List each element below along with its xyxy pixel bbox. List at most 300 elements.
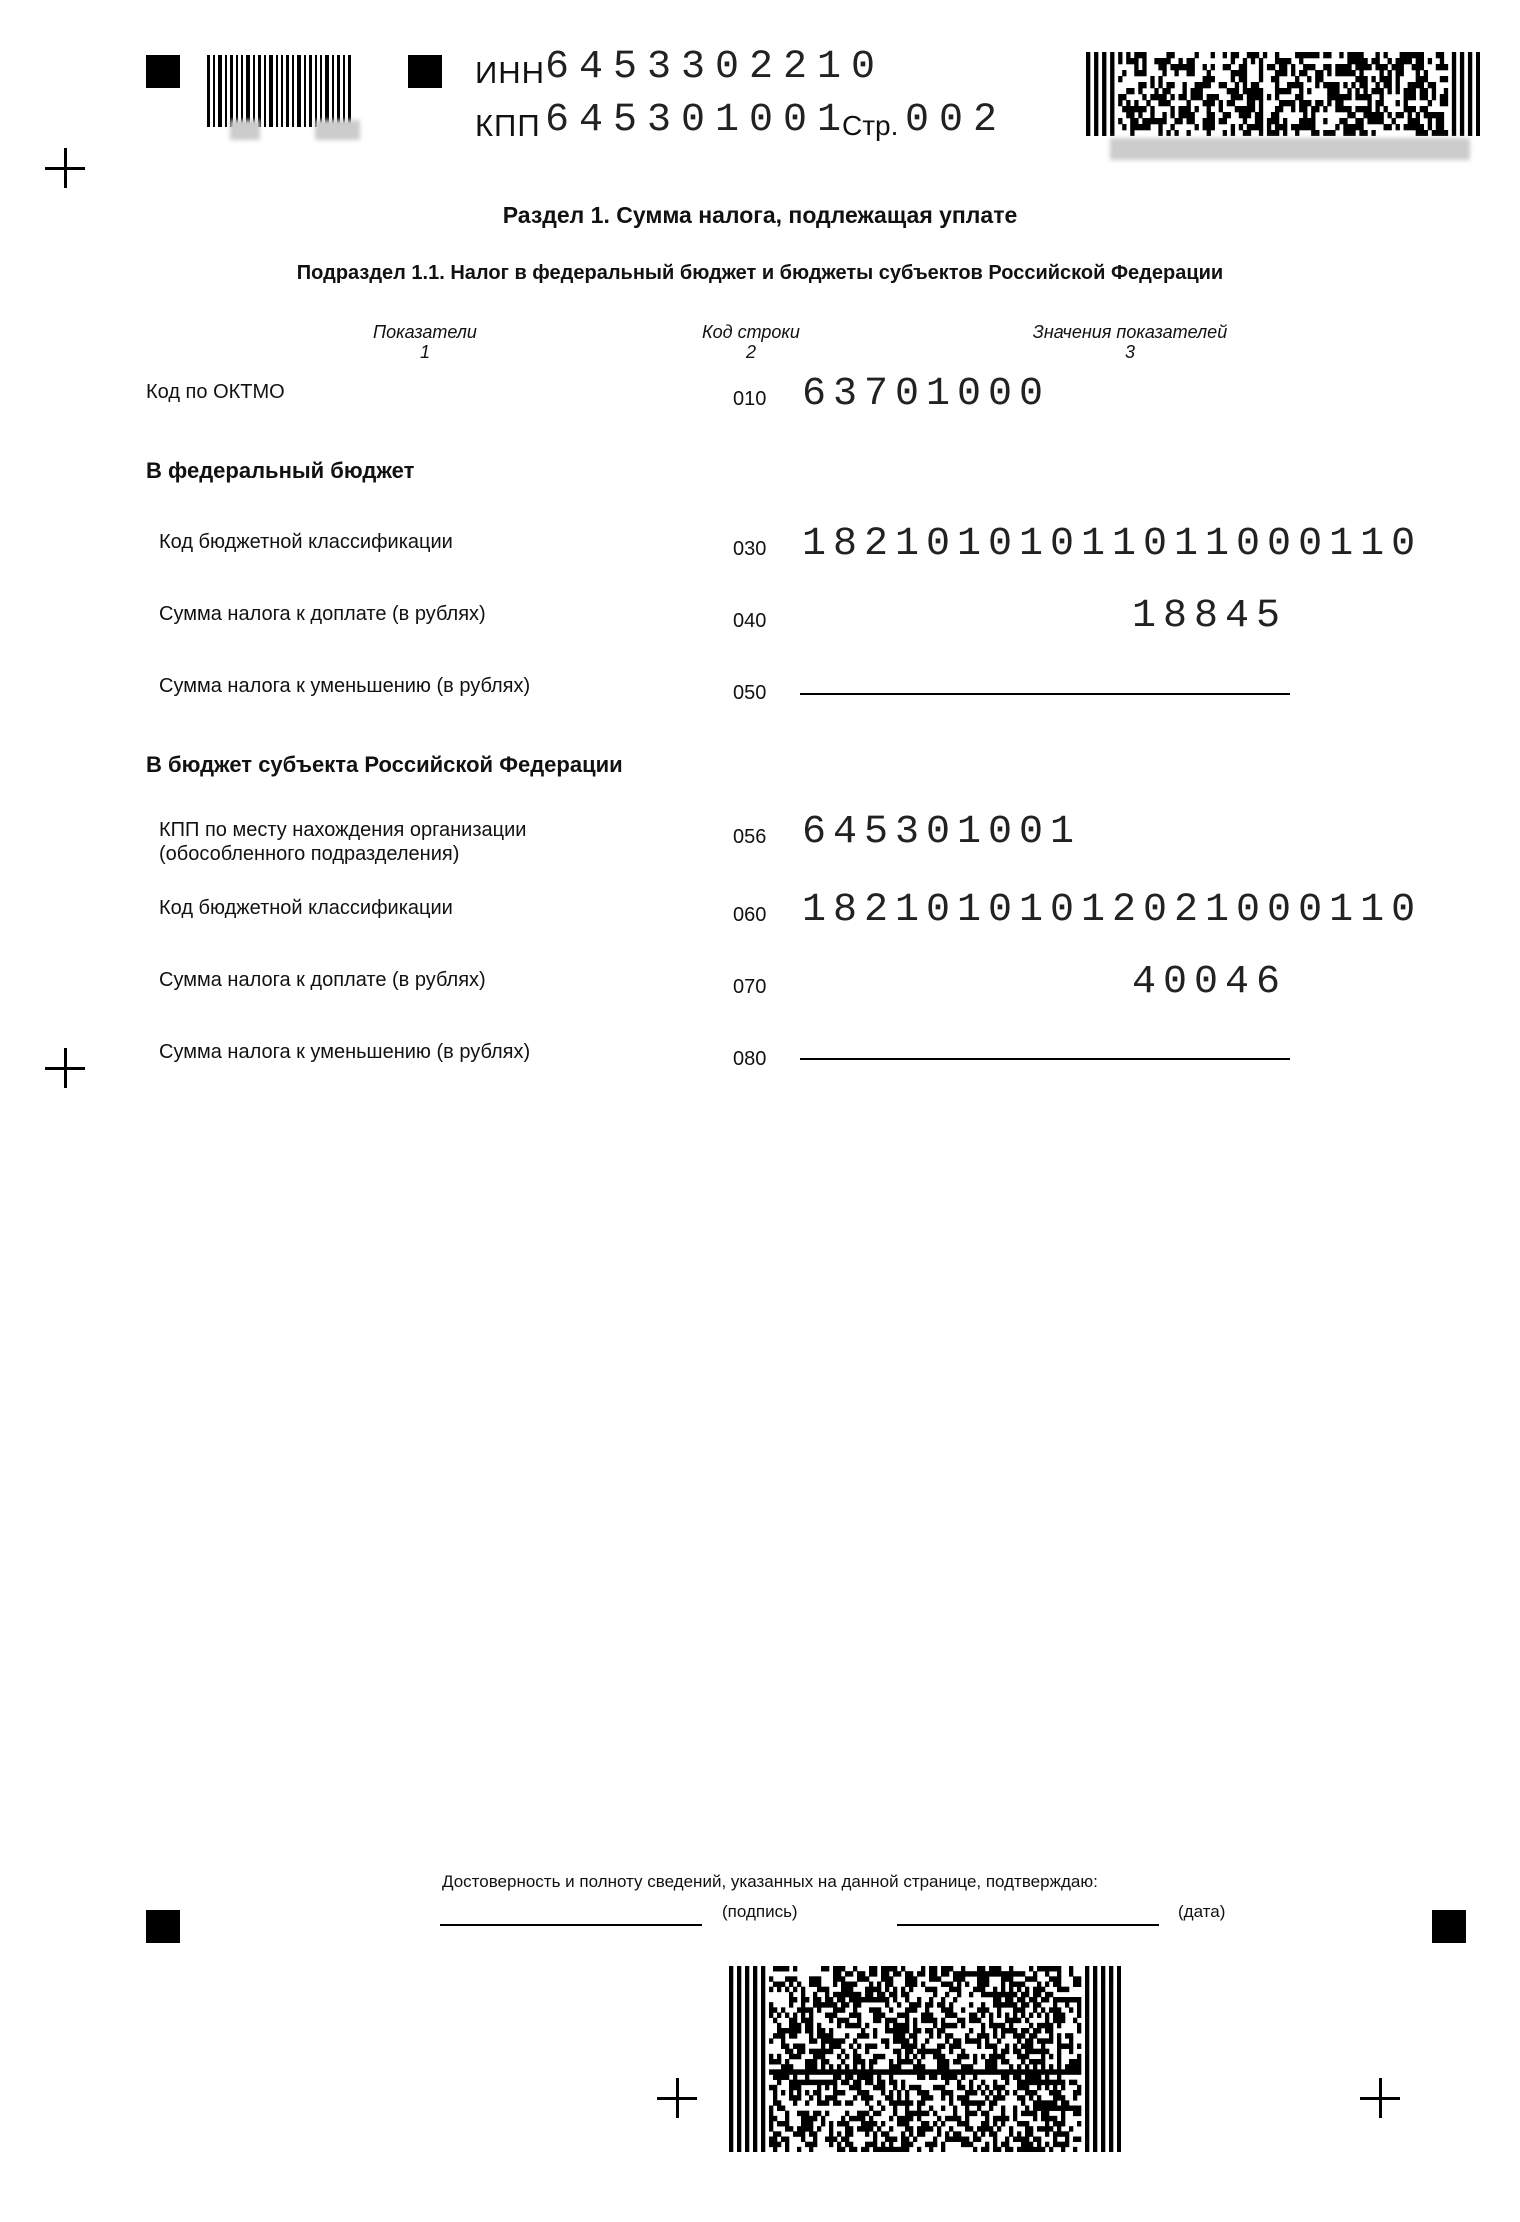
barcode-module — [881, 1992, 885, 1997]
barcode-module — [1275, 52, 1279, 58]
barcode-module — [1029, 2033, 1033, 2038]
barcode-module — [901, 2142, 905, 2147]
barcode-module — [797, 2131, 801, 2136]
barcode-module — [901, 2131, 905, 2136]
barcode-module — [937, 2064, 941, 2069]
barcode-module — [1069, 2069, 1073, 2074]
barcode-module — [865, 2095, 869, 2100]
barcode-module — [1117, 1966, 1121, 1971]
barcode-module — [957, 2069, 961, 2074]
regional-kpp-label — [159, 818, 526, 866]
barcode-module — [1077, 1997, 1081, 2002]
barcode-module — [1086, 82, 1090, 88]
barcode-module — [961, 2023, 965, 2028]
barcode-caption-redacted — [315, 120, 360, 140]
barcode-module — [1101, 2142, 1105, 2147]
barcode-module — [1093, 2018, 1097, 2023]
regional-kpp-value[interactable]: 645301001 — [802, 810, 1082, 855]
barcode-module — [1375, 106, 1379, 112]
barcode-module — [1174, 64, 1178, 70]
barcode-module — [985, 2147, 989, 2152]
barcode-module — [905, 2018, 909, 2023]
barcode-module — [885, 1997, 889, 2002]
barcode-module — [1444, 94, 1448, 100]
barcode-module — [885, 1987, 889, 1992]
barcode-module — [1359, 76, 1363, 82]
barcode-module — [841, 2059, 845, 2064]
barcode-module — [1239, 76, 1243, 82]
barcode-module — [905, 2038, 909, 2043]
barcode-module — [897, 2100, 901, 2105]
barcode-module — [881, 2080, 885, 2085]
barcode-module — [813, 2059, 817, 2064]
barcode-module — [829, 2064, 833, 2069]
barcode-module — [1227, 100, 1231, 106]
barcode-module — [1468, 130, 1472, 136]
barcode-module — [1101, 1971, 1105, 1976]
barcode-module — [869, 2126, 873, 2131]
barcode-module — [1359, 106, 1363, 112]
barcode-module — [1101, 2085, 1105, 2090]
barcode-module — [1130, 118, 1134, 124]
barcode-module — [857, 1976, 861, 1981]
barcode-module — [1025, 2028, 1029, 2033]
barcode-module — [1049, 2007, 1053, 2012]
barcode-module — [897, 2054, 901, 2059]
barcode-module — [1101, 2044, 1105, 2049]
barcode-module — [1101, 2023, 1105, 2028]
barcode-module — [1420, 88, 1424, 94]
barcode-module — [945, 2090, 949, 2095]
barcode-module — [965, 2142, 969, 2147]
barcode-module — [1460, 130, 1464, 136]
regional-payable-value[interactable]: 40046 — [1132, 960, 1288, 1005]
barcode-module — [1283, 58, 1287, 64]
barcode-module — [945, 2023, 949, 2028]
barcode-module — [1170, 124, 1174, 130]
barcode-module — [881, 2054, 885, 2059]
barcode-module — [1057, 2049, 1061, 2054]
barcode-module — [1359, 58, 1363, 64]
barcode-module — [785, 2126, 789, 2131]
barcode-module — [1086, 106, 1090, 112]
barcode-module — [857, 2116, 861, 2121]
barcode-caption-redacted — [1110, 138, 1470, 160]
barcode-module — [1077, 2106, 1081, 2111]
barcode-module — [913, 2007, 917, 2012]
barcode-module — [745, 2116, 749, 2121]
barcode-module — [1041, 2100, 1045, 2105]
barcode-module — [1416, 52, 1420, 58]
barcode-module — [1335, 106, 1339, 112]
barcode-module — [769, 2116, 773, 2121]
barcode-module — [745, 2111, 749, 2116]
barcode-module — [1476, 130, 1480, 136]
barcode-module — [1001, 2069, 1005, 2074]
barcode-module — [945, 2033, 949, 2038]
barcode-module — [925, 2049, 929, 2054]
barcode-module — [861, 2126, 865, 2131]
barcode-module — [865, 2142, 869, 2147]
barcode-module — [1460, 100, 1464, 106]
barcode-module — [781, 2007, 785, 2012]
barcode-module — [1053, 1976, 1057, 1981]
barcode-module — [805, 2018, 809, 2023]
barcode-module — [1117, 2028, 1121, 2033]
barcode-module — [769, 2007, 773, 2012]
barcode-module — [1379, 76, 1383, 82]
corner-marker — [1432, 1910, 1466, 1943]
barcode-module — [1311, 106, 1315, 112]
barcode-module — [745, 2100, 749, 2105]
barcode-module — [1109, 2069, 1113, 2074]
barcode-module — [785, 2064, 789, 2069]
barcode-module — [865, 2121, 869, 2126]
barcode-module — [1178, 58, 1182, 64]
barcode-module — [797, 2069, 801, 2074]
barcode-module — [949, 2044, 953, 2049]
column-header-number: 3 — [1124, 342, 1135, 362]
barcode-module — [769, 2059, 773, 2064]
barcode-module — [909, 2007, 913, 2012]
barcode-module — [1468, 118, 1472, 124]
barcode-module — [857, 2018, 861, 2023]
barcode-module — [837, 2069, 841, 2074]
barcode-module — [1323, 64, 1327, 70]
barcode-module — [753, 2121, 757, 2126]
barcode-module — [1339, 70, 1343, 76]
barcode-module — [837, 2075, 841, 2080]
barcode-module — [1085, 2106, 1089, 2111]
barcode-module — [893, 2018, 897, 2023]
barcode-module — [853, 2054, 857, 2059]
barcode-module — [953, 2044, 957, 2049]
barcode-module — [1363, 94, 1367, 100]
barcode-module — [797, 2080, 801, 2085]
barcode-module — [1093, 2054, 1097, 2059]
barcode-module — [889, 2142, 893, 2147]
barcode-module — [1335, 124, 1339, 130]
barcode-module — [981, 1976, 985, 1981]
barcode-module — [1207, 76, 1211, 82]
federal-kbk-value[interactable]: 18210101011011000110 — [802, 522, 1423, 567]
barcode-module — [1428, 58, 1432, 64]
barcode-module — [1101, 2147, 1105, 2152]
barcode-module — [781, 2106, 785, 2111]
barcode-module — [1037, 2059, 1041, 2064]
barcode-module — [985, 1992, 989, 1997]
barcode-module — [849, 2142, 853, 2147]
barcode-module — [773, 2116, 777, 2121]
barcode-module — [773, 2033, 777, 2038]
barcode-module — [1130, 124, 1134, 130]
barcode-module — [1158, 94, 1162, 100]
barcode-module — [729, 2059, 733, 2064]
barcode-module — [941, 2069, 945, 2074]
barcode-module — [1392, 118, 1396, 124]
barcode-module — [965, 2054, 969, 2059]
barcode-module — [1400, 112, 1404, 118]
barcode-module — [1295, 76, 1299, 82]
barcode-module — [729, 2075, 733, 2080]
barcode-module — [1041, 1966, 1045, 1971]
barcode-module — [849, 2075, 853, 2080]
regional-payable-label: Сумма налога к доплате (в рублях) — [159, 969, 486, 991]
barcode-module — [729, 1982, 733, 1987]
barcode-module — [993, 2028, 997, 2033]
barcode-module — [869, 2044, 873, 2049]
barcode-module — [1279, 106, 1283, 112]
barcode-module — [957, 1987, 961, 1992]
barcode-module — [889, 1966, 893, 1971]
barcode-module — [885, 2038, 889, 2043]
barcode-module — [1146, 124, 1150, 130]
barcode-module — [753, 2075, 757, 2080]
barcode-module — [761, 2095, 765, 2100]
barcode-module — [885, 2023, 889, 2028]
barcode-module — [1057, 2018, 1061, 2023]
barcode-module — [889, 1982, 893, 1987]
barcode-module — [1021, 1982, 1025, 1987]
barcode-module — [1440, 100, 1444, 106]
barcode-module — [737, 1971, 741, 1976]
barcode-module — [909, 2069, 913, 2074]
barcode-module — [921, 2018, 925, 2023]
federal-reduction-dash[interactable] — [800, 693, 1290, 695]
barcode-module — [1117, 2075, 1121, 2080]
barcode-module — [797, 1982, 801, 1987]
barcode-module — [965, 1971, 969, 1976]
barcode-module — [1142, 118, 1146, 124]
barcode-module — [1017, 1997, 1021, 2002]
alignment-cross — [45, 148, 85, 188]
barcode-module — [917, 2085, 921, 2090]
barcode-module — [833, 2100, 837, 2105]
barcode-module — [897, 1971, 901, 1976]
barcode-module — [1102, 124, 1106, 130]
barcode-module — [1117, 1971, 1121, 1976]
barcode-module — [753, 2142, 757, 2147]
barcode-module — [981, 2090, 985, 2095]
barcode-module — [1021, 2137, 1025, 2142]
barcode-module — [905, 2147, 909, 2152]
barcode-module — [1134, 106, 1138, 112]
barcode-module — [789, 2002, 793, 2007]
barcode-module — [1287, 82, 1291, 88]
barcode-module — [1049, 2064, 1053, 2069]
barcode-module — [865, 2023, 869, 2028]
barcode-module — [793, 2095, 797, 2100]
barcode-module — [1009, 1966, 1013, 1971]
barcode-module — [837, 2131, 841, 2136]
barcode-module — [1223, 130, 1227, 136]
barcode-module — [761, 1992, 765, 1997]
barcode-module — [777, 1982, 781, 1987]
barcode-module — [789, 1982, 793, 1987]
barcode-module — [1041, 2023, 1045, 2028]
barcode-module — [1001, 2111, 1005, 2116]
barcode-module — [745, 2075, 749, 2080]
barcode-module — [1211, 118, 1215, 124]
barcode-module — [753, 1982, 757, 1987]
barcode-module — [801, 2044, 805, 2049]
barcode-module — [1460, 70, 1464, 76]
regional-reduction-dash[interactable] — [800, 1058, 1290, 1060]
barcode-module — [769, 2111, 773, 2116]
barcode-module — [853, 1992, 857, 1997]
barcode-module — [933, 1971, 937, 1976]
barcode-module — [1187, 64, 1191, 70]
barcode-module — [1033, 2007, 1037, 2012]
barcode-module — [1073, 1976, 1077, 1981]
barcode-module — [797, 2090, 801, 2095]
regional-kbk-value[interactable]: 18210101012021000110 — [802, 888, 1423, 933]
barcode-module — [1211, 64, 1215, 70]
barcode-module — [1251, 124, 1255, 130]
barcode-module — [917, 1971, 921, 1976]
barcode-module — [925, 2007, 929, 2012]
barcode-module — [825, 1997, 829, 2002]
barcode-module — [1109, 1966, 1113, 1971]
barcode-module — [1331, 94, 1335, 100]
barcode-module — [729, 2023, 733, 2028]
barcode-module — [805, 2075, 809, 2080]
barcode-module — [925, 2038, 929, 2043]
barcode-module — [829, 2080, 833, 2085]
barcode-module — [1351, 52, 1355, 58]
signature-line[interactable] — [440, 1924, 702, 1926]
barcode-module — [1109, 1997, 1113, 2002]
barcode-module — [1279, 124, 1283, 130]
barcode-module — [1101, 2069, 1105, 2074]
barcode-module — [1101, 2095, 1105, 2100]
barcode-module — [837, 1971, 841, 1976]
barcode-module — [817, 1987, 821, 1992]
barcode-module — [769, 2013, 773, 2018]
barcode-module — [1110, 82, 1114, 88]
barcode-module — [809, 1982, 813, 1987]
barcode-module — [833, 2137, 837, 2142]
barcode-module — [993, 2044, 997, 2049]
barcode-module — [753, 2137, 757, 2142]
barcode-module — [773, 2137, 777, 2142]
barcode-module — [1158, 118, 1162, 124]
barcode-module — [905, 2049, 909, 2054]
barcode-module — [1142, 52, 1146, 58]
barcode-module — [1041, 2007, 1045, 2012]
regional-reduction-label: Сумма налога к уменьшению (в рублях) — [159, 1041, 531, 1063]
barcode-module — [1215, 94, 1219, 100]
barcode-module — [1275, 82, 1279, 88]
barcode-module — [845, 2018, 849, 2023]
barcode-module — [1424, 106, 1428, 112]
barcode-module — [1299, 94, 1303, 100]
barcode-module — [789, 2090, 793, 2095]
barcode-module — [1170, 94, 1174, 100]
barcode-module — [777, 2131, 781, 2136]
barcode-module — [1029, 1997, 1033, 2002]
barcode-module — [1351, 124, 1355, 130]
barcode-module — [1025, 2080, 1029, 2085]
barcode-module — [1117, 2111, 1121, 2116]
barcode-module — [973, 2013, 977, 2018]
barcode-module — [1093, 2059, 1097, 2064]
barcode-module — [969, 2038, 973, 2043]
barcode-module — [729, 2054, 733, 2059]
barcode-module — [1077, 2023, 1081, 2028]
barcode-module — [1049, 2028, 1053, 2033]
barcode-module — [1408, 106, 1412, 112]
barcode-module — [1094, 58, 1098, 64]
barcode-module — [1275, 112, 1279, 118]
barcode-module — [1416, 124, 1420, 130]
barcode-module — [1001, 1992, 1005, 1997]
barcode-module — [1093, 1966, 1097, 1971]
barcode-module — [1110, 124, 1114, 130]
barcode-module — [961, 1966, 965, 1971]
oktmo-value[interactable]: 63701000 — [802, 372, 1051, 417]
federal-payable-value[interactable]: 18845 — [1132, 594, 1288, 639]
barcode-module — [753, 2038, 757, 2043]
date-line[interactable] — [897, 1924, 1159, 1926]
barcode-module — [905, 1982, 909, 1987]
barcode-module — [1110, 52, 1114, 58]
barcode-module — [1303, 64, 1307, 70]
barcode-module — [1379, 112, 1383, 118]
barcode-module — [1013, 1982, 1017, 1987]
barcode-module — [1085, 2002, 1089, 2007]
barcode-module — [1037, 2106, 1041, 2111]
barcode-module — [1219, 82, 1223, 88]
barcode-module — [1243, 70, 1247, 76]
barcode-module — [773, 2147, 777, 2152]
barcode-module — [1009, 2064, 1013, 2069]
barcode-module — [985, 1976, 989, 1981]
barcode-module — [841, 2147, 845, 2152]
barcode-module — [1110, 118, 1114, 124]
barcode-module — [1231, 88, 1235, 94]
barcode-module — [969, 2085, 973, 2090]
barcode-module — [1005, 2142, 1009, 2147]
barcode-module — [1061, 2085, 1065, 2090]
barcode-module — [861, 2033, 865, 2038]
barcode-module — [917, 2069, 921, 2074]
barcode-module — [1049, 2126, 1053, 2131]
barcode-module — [753, 1987, 757, 1992]
barcode-module — [1343, 64, 1347, 70]
barcode-module — [841, 1987, 845, 1992]
barcode-module — [1013, 2106, 1017, 2111]
date-label: (дата) — [1178, 1902, 1226, 1921]
barcode-module — [729, 2049, 733, 2054]
barcode-module — [853, 2095, 857, 2100]
barcode-module — [1013, 1971, 1017, 1976]
barcode-module — [913, 2002, 917, 2007]
barcode-module — [1146, 118, 1150, 124]
barcode-module — [901, 2069, 905, 2074]
barcode-module — [805, 2023, 809, 2028]
barcode-module — [1093, 2007, 1097, 2012]
barcode-module — [1182, 82, 1186, 88]
barcode-module — [841, 1976, 845, 1981]
barcode-module — [729, 2116, 733, 2121]
barcode-module — [1195, 124, 1199, 130]
barcode-module — [917, 2126, 921, 2131]
barcode-module — [1327, 82, 1331, 88]
barcode-module — [821, 2064, 825, 2069]
barcode-module — [913, 2137, 917, 2142]
barcode-module — [945, 2116, 949, 2121]
